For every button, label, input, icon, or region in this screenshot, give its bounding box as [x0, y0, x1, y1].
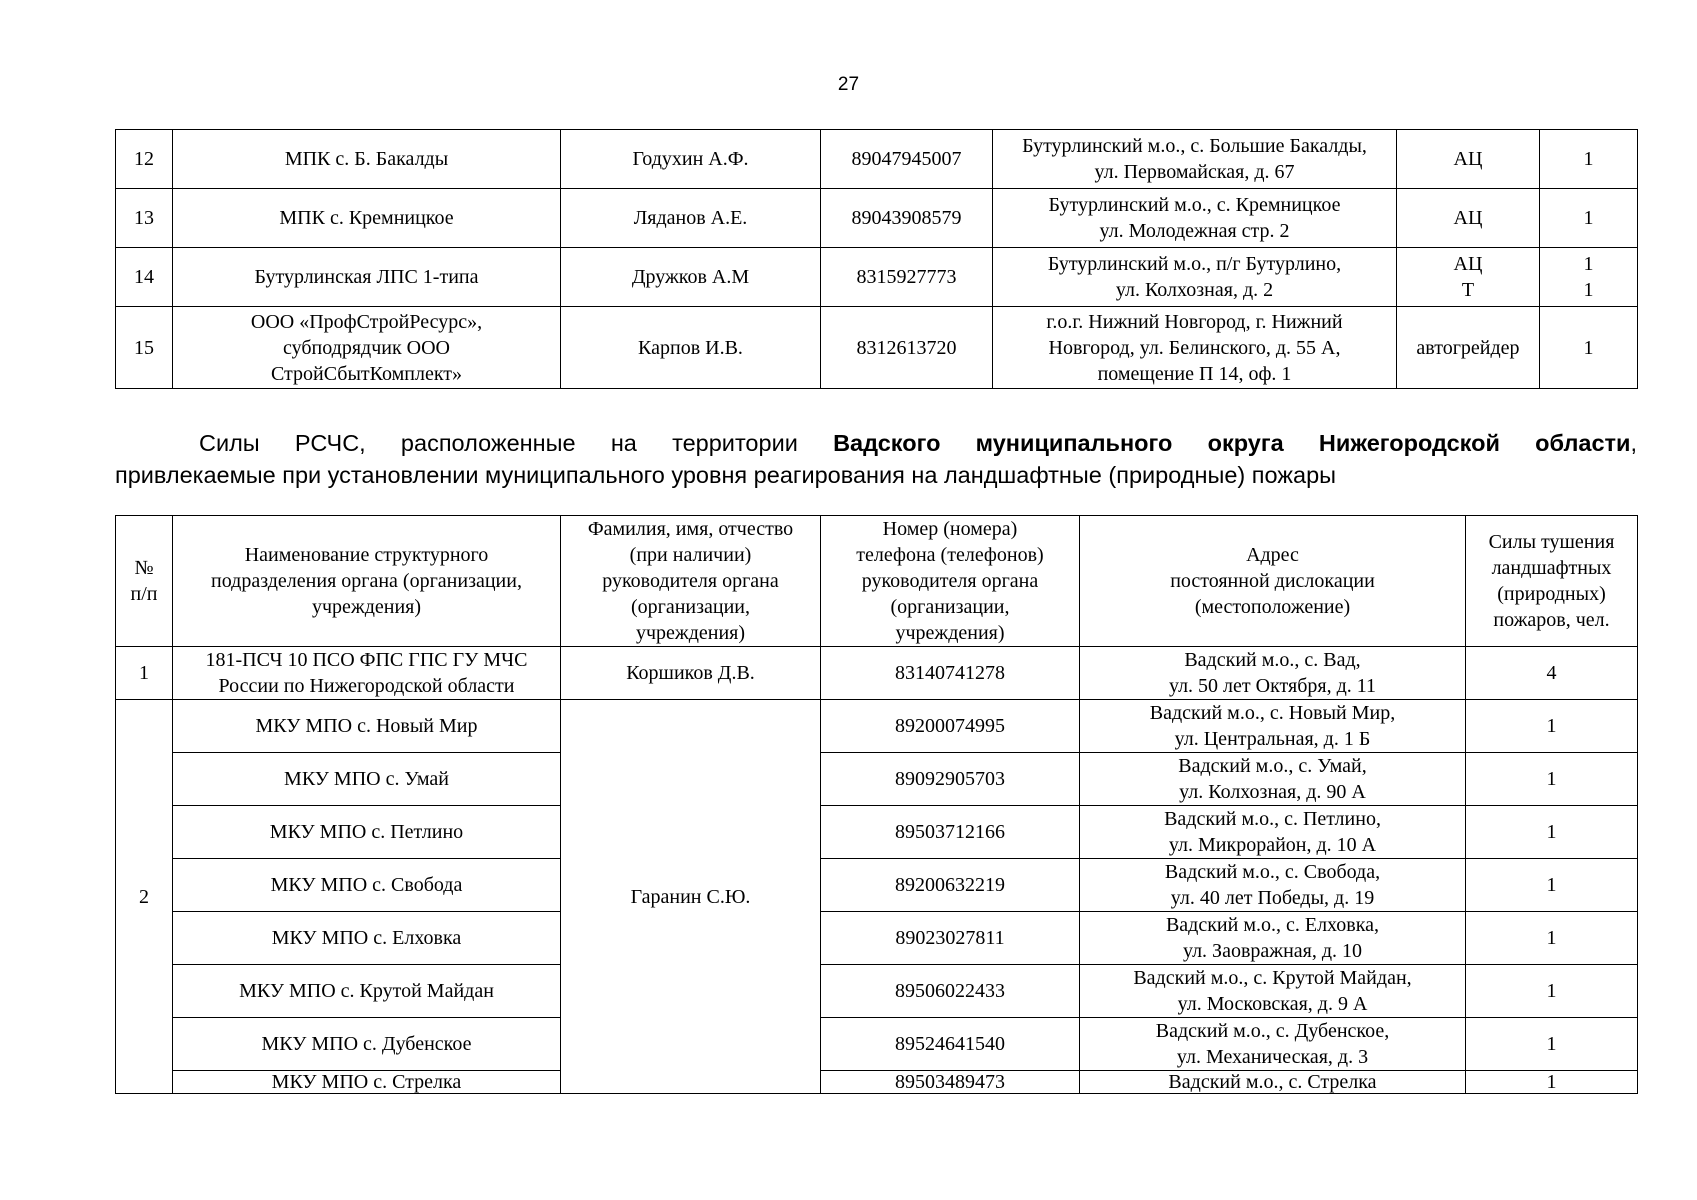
cell-line: (при наличии): [629, 544, 752, 566]
cell-line: п/п: [130, 583, 158, 605]
row-address: [1080, 1018, 1466, 1071]
cell-line: ул. Колхозная, д. 90 А: [1179, 781, 1366, 803]
row-phone: 89503712166: [821, 806, 1080, 859]
cell-line: Номер (номера): [882, 518, 1018, 540]
cell-line: 1: [1583, 279, 1594, 301]
row-num: 14: [116, 248, 173, 307]
row-num: 13: [116, 189, 173, 248]
cell-line: ул. Центральная, д. 1 Б: [1174, 728, 1371, 750]
row-name: МКУ МПО с. Петлино: [173, 806, 561, 859]
table-row: [116, 1018, 1638, 1071]
cell-line: МПК с. Б. Бакалды: [284, 148, 449, 170]
cell-line: СтройСбытКомплект»: [270, 362, 463, 385]
cell-line: Вадский м.о., с. Елховка,: [1165, 914, 1380, 936]
cell-line: ул. Первомайская, д. 67: [1094, 161, 1295, 183]
cell-line: 1: [1583, 253, 1594, 275]
cell-line: 181-ПСЧ 10 ПСО ФПС ГПС ГУ МЧС: [205, 649, 528, 671]
row-phone: 89092905703: [821, 753, 1080, 806]
row-name: МКУ МПО с. Свобода: [173, 859, 561, 912]
row-forces: 1: [1466, 1018, 1638, 1071]
row-address: [1080, 753, 1466, 806]
row-name: МКУ МПО с. Крутой Майдан: [173, 965, 561, 1018]
header-name: [173, 516, 561, 647]
cell-line: Наименование структурного: [244, 544, 489, 566]
table-header-row: [116, 516, 1638, 647]
table-row: [116, 912, 1638, 965]
row-address: [1080, 912, 1466, 965]
heading-bold: Вадского муниципального округа Нижегородской области: [833, 430, 1631, 456]
row-name: [173, 130, 561, 189]
row-forces: 1: [1466, 753, 1638, 806]
heading-prefix: Силы РСЧС, расположенные на территории: [199, 430, 798, 456]
cell-line: (местоположение): [1194, 596, 1351, 618]
cell-line: №: [134, 557, 154, 579]
cell-line: 1: [1583, 336, 1594, 359]
row-count: [1540, 130, 1638, 189]
table-row: [116, 1071, 1638, 1094]
table-row: [116, 130, 1638, 189]
row-name: МКУ МПО с. Новый Мир: [173, 700, 561, 753]
cell-line: телефона (телефонов): [856, 544, 1044, 566]
cell-line: АЦ: [1453, 207, 1483, 229]
cell-line: ул. Московская, д. 9 А: [1177, 993, 1368, 1015]
row-address: [993, 248, 1397, 307]
row-equipment: [1397, 307, 1540, 389]
cell-line: ландшафтных: [1491, 557, 1612, 579]
header-head: [561, 516, 821, 647]
row-equipment: [1397, 189, 1540, 248]
row-forces: 1: [1466, 700, 1638, 753]
group-head: Гаранин С.Ю.: [561, 700, 821, 1094]
row-address: [993, 307, 1397, 389]
row-head: Коршиков Д.В.: [561, 647, 821, 700]
row-address: [1080, 647, 1466, 700]
cell-line: 1: [1583, 148, 1594, 170]
cell-line: Адрес: [1246, 544, 1299, 566]
table-row: [116, 189, 1638, 248]
header-address: [1080, 516, 1466, 647]
cell-line: руководителя органа: [602, 570, 779, 592]
row-equipment: [1397, 248, 1540, 307]
table-row: [116, 248, 1638, 307]
row-address: [993, 130, 1397, 189]
cell-line: ул. 50 лет Октября, д. 11: [1168, 675, 1377, 697]
row-address: [1080, 965, 1466, 1018]
row-name: МКУ МПО с. Стрелка: [173, 1071, 561, 1094]
cell-line: ул. Молодежная стр. 2: [1099, 220, 1290, 242]
cell-line: России по Нижегородской области: [218, 675, 515, 697]
table-row: [116, 700, 1638, 753]
cell-line: субподрядчик ООО: [282, 336, 450, 359]
row-name: [173, 307, 561, 389]
row-forces: 1: [1466, 806, 1638, 859]
cell-line: руководителя органа: [861, 570, 1039, 592]
row-phone: 89047945007: [821, 130, 993, 189]
row-phone: 83140741278: [821, 647, 1080, 700]
row-address: [1080, 859, 1466, 912]
cell-line: ул. Микрорайон, д. 10 А: [1168, 834, 1377, 856]
page-number: 27: [837, 74, 860, 95]
table-row: [116, 753, 1638, 806]
cell-line: Вадский м.о., с. Петлино,: [1164, 808, 1381, 830]
cell-line: МПК с. Кремницкое: [279, 207, 454, 229]
cell-line: АЦ: [1453, 148, 1483, 170]
row-name: МКУ МПО с. Дубенское: [173, 1018, 561, 1071]
row-forces: 1: [1466, 859, 1638, 912]
cell-line: постоянной дислокации: [1170, 570, 1375, 592]
row-equipment: [1397, 130, 1540, 189]
cell-line: подразделения органа (организации,: [211, 570, 522, 592]
cell-line: ООО «ПрофСтройРесурс»,: [250, 310, 483, 333]
cell-line: помещение П 14, оф. 1: [1097, 362, 1292, 385]
cell-line: г.о.г. Нижний Новгород, г. Нижний: [1046, 310, 1343, 333]
continuation-table: [115, 129, 1638, 389]
row-phone: 89200074995: [821, 700, 1080, 753]
row-phone: 89524641540: [821, 1018, 1080, 1071]
table-row: [116, 965, 1638, 1018]
cell-line: учреждения): [635, 622, 746, 644]
section-heading: [115, 427, 1637, 491]
row-num: 15: [116, 307, 173, 389]
heading-line2: привлекаемые при установлении муниципального уровня реагирования на ландшафтные (природные) пожары: [115, 462, 1337, 488]
cell-line: 1: [1583, 207, 1594, 229]
row-phone: 89043908579: [821, 189, 993, 248]
cell-line: Фамилия, имя, отчество: [587, 518, 794, 540]
cell-line: Бутурлинский м.о., с. Большие Бакалды,: [1022, 135, 1367, 157]
cell-line: АЦ: [1453, 253, 1483, 275]
row-forces: 4: [1466, 647, 1638, 700]
cell-line: Новгород, ул. Белинского, д. 55 А,: [1048, 336, 1341, 359]
forces-table: [115, 515, 1638, 1094]
row-forces: 1: [1466, 965, 1638, 1018]
row-name: МКУ МПО с. Елховка: [173, 912, 561, 965]
row-head: Карпов И.В.: [561, 307, 821, 389]
row-phone: 8315927773: [821, 248, 993, 307]
row-address: [1080, 806, 1466, 859]
row-address: [1080, 1071, 1466, 1094]
row-name: [173, 248, 561, 307]
cell-line: Вадский м.о., с. Крутой Майдан,: [1133, 967, 1412, 989]
cell-line: ул. Заовражная, д. 10: [1182, 940, 1363, 962]
cell-line: ул. Механическая, д. 3: [1176, 1046, 1369, 1068]
row-phone: 89200632219: [821, 859, 1080, 912]
table-row: [116, 647, 1638, 700]
cell-line: Силы тушения: [1488, 531, 1615, 553]
cell-line: Вадский м.о., с. Стрелка: [1168, 1071, 1377, 1093]
header-forces: [1466, 516, 1638, 647]
table-row: [116, 859, 1638, 912]
header-phone: [821, 516, 1080, 647]
row-num: 12: [116, 130, 173, 189]
row-phone: 89023027811: [821, 912, 1080, 965]
heading-suffix: ,: [1630, 430, 1637, 456]
table-row: [116, 806, 1638, 859]
cell-line: (организации,: [630, 596, 751, 618]
cell-line: Бутурлинская ЛПС 1-типа: [254, 266, 479, 288]
cell-line: Бутурлинский м.о., п/г Бутурлино,: [1047, 253, 1342, 275]
cell-line: учреждения): [311, 596, 422, 618]
cell-line: автогрейдер: [1416, 336, 1520, 359]
cell-line: ул. Колхозная, д. 2: [1115, 279, 1274, 301]
cell-line: (организации,: [890, 596, 1010, 618]
cell-line: Вадский м.о., с. Вад,: [1184, 649, 1361, 671]
row-head: Ляданов А.Е.: [561, 189, 821, 248]
cell-line: учреждения): [895, 622, 1005, 644]
cell-line: Вадский м.о., с. Дубенское,: [1155, 1020, 1390, 1042]
cell-line: Бутурлинский м.о., с. Кремницкое: [1048, 194, 1341, 216]
header-num: [116, 516, 173, 647]
row-count: [1540, 189, 1638, 248]
row-head: Дружков А.М: [561, 248, 821, 307]
cell-line: Вадский м.о., с. Умай,: [1178, 755, 1367, 777]
row-phone: 8312613720: [821, 307, 993, 389]
row-count: [1540, 307, 1638, 389]
row-name: [173, 189, 561, 248]
row-name: [173, 647, 561, 700]
row-phone: 89503489473: [821, 1071, 1080, 1094]
row-head: Годухин А.Ф.: [561, 130, 821, 189]
row-forces: 1: [1466, 1071, 1638, 1094]
row-num: 1: [116, 647, 173, 700]
cell-line: ул. 40 лет Победы, д. 19: [1170, 887, 1375, 909]
table-row: [116, 307, 1638, 389]
row-phone: 89506022433: [821, 965, 1080, 1018]
cell-line: (природных): [1497, 583, 1606, 605]
group-num: 2: [116, 700, 173, 1094]
row-count: [1540, 248, 1638, 307]
cell-line: Вадский м.о., с. Свобода,: [1164, 861, 1381, 883]
row-name: МКУ МПО с. Умай: [173, 753, 561, 806]
row-address: [993, 189, 1397, 248]
row-address: [1080, 700, 1466, 753]
cell-line: Т: [1461, 279, 1475, 301]
cell-line: Вадский м.о., с. Новый Мир,: [1149, 702, 1396, 724]
row-forces: 1: [1466, 912, 1638, 965]
cell-line: пожаров, чел.: [1493, 609, 1610, 631]
